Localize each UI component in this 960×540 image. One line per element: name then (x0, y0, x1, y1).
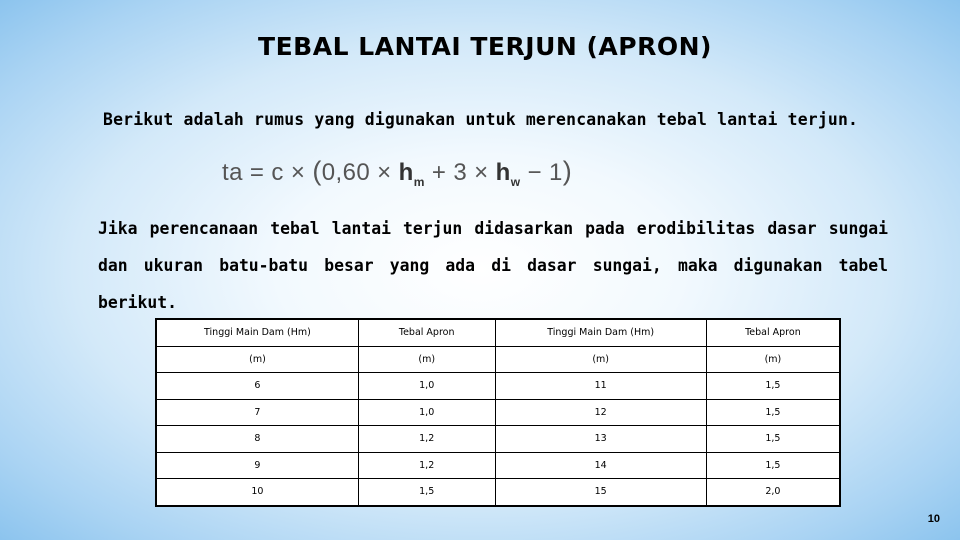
table-row (156, 479, 840, 506)
table-cell: 6 (156, 373, 358, 400)
explanation-paragraph: Jika perencanaan tebal lantai terjun didasarkan pada erodibilitas dasar sungai dan ukuran batu-batu besar yang ada di dasar sungai, maka digunakan tabel berikut. (98, 219, 888, 312)
table-cell: 1,2 (358, 452, 495, 479)
table-cell: 8 (156, 426, 358, 453)
table-cell: 1,5 (706, 452, 840, 479)
table-unit-cell: (m) (156, 346, 358, 373)
table-cell: 13 (495, 426, 706, 453)
table-cell: 9 (156, 452, 358, 479)
apron-thickness-formula (222, 156, 582, 196)
formula-lhs: ta = c × (222, 159, 306, 186)
table-row (156, 399, 840, 426)
table-cell: 1,5 (706, 399, 840, 426)
formula-sub-m: m (413, 174, 425, 189)
table-cell: 10 (156, 479, 358, 506)
table-header-row (156, 319, 840, 346)
slide-title: TEBAL LANTAI TERJUN (APRON) (258, 32, 712, 61)
table-unit-cell: (m) (706, 346, 840, 373)
table-unit-cell: (m) (495, 346, 706, 373)
formula-minus: − 1 (527, 159, 563, 186)
apron-table (155, 318, 841, 507)
table-cell: 1,2 (358, 426, 495, 453)
table-header-cell: Tebal Apron (358, 319, 495, 346)
formula-open-paren: ( (312, 156, 322, 186)
table-cell: 1,5 (706, 373, 840, 400)
table-cell: 7 (156, 399, 358, 426)
table-cell: 1,5 (358, 479, 495, 506)
table-cell: 1,0 (358, 373, 495, 400)
table-header-cell: Tebal Apron (706, 319, 840, 346)
table-cell: 1,0 (358, 399, 495, 426)
formula-coef: 0,60 × (321, 159, 392, 186)
table-row (156, 426, 840, 453)
page-number: 10 (927, 513, 940, 525)
table-cell: 2,0 (706, 479, 840, 506)
table-header-cell: Tinggi Main Dam (Hm) (495, 319, 706, 346)
table-row (156, 452, 840, 479)
intro-paragraph: Berikut adalah rumus yang digunakan untuk merencanakan tebal lantai terjun. (103, 110, 859, 129)
table-cell: 12 (495, 399, 706, 426)
formula-h-main: h (398, 159, 414, 186)
formula-h-water: h (495, 159, 511, 186)
table-cell: 11 (495, 373, 706, 400)
formula-close-paren: ) (562, 156, 573, 186)
table-row (156, 373, 840, 400)
table-units-row (156, 346, 840, 373)
formula-plus: + 3 × (431, 159, 489, 186)
formula-sub-w: w (510, 174, 521, 189)
table-cell: 15 (495, 479, 706, 506)
table-header-cell: Tinggi Main Dam (Hm) (156, 319, 358, 346)
table-cell: 14 (495, 452, 706, 479)
table-unit-cell: (m) (358, 346, 495, 373)
table-cell: 1,5 (706, 426, 840, 453)
